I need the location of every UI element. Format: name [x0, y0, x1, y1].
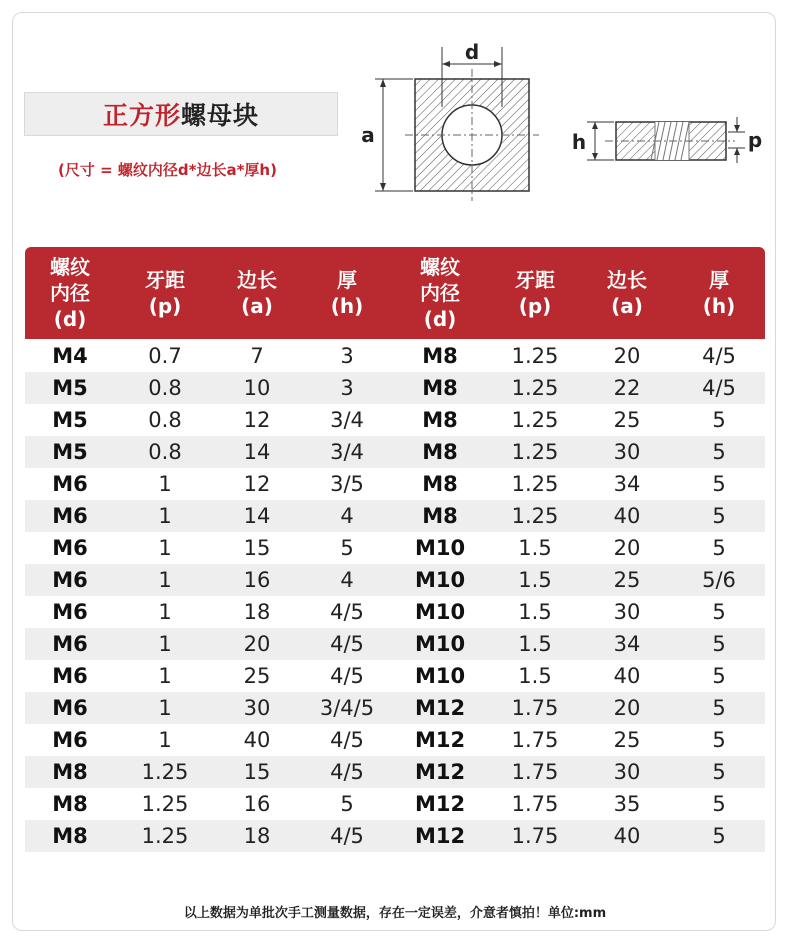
cell-thickness: 4/5: [702, 344, 736, 368]
table-row: [25, 628, 765, 660]
table-row: [25, 404, 765, 436]
cell-side-length: 30: [613, 440, 641, 464]
cell-thickness: 5: [712, 760, 726, 784]
cell-thread-pitch: 0.7: [148, 344, 182, 368]
cell-side-length: 15: [243, 536, 271, 560]
cell-side-length: 40: [613, 664, 641, 688]
cell-thickness: 4: [340, 504, 354, 528]
cell-thread-pitch: 1: [158, 600, 172, 624]
cell-thread-pitch: 1.25: [511, 408, 559, 432]
cell-thread-pitch: 1.5: [518, 536, 552, 560]
header-line: (d): [423, 307, 457, 331]
table-row: [25, 468, 765, 500]
cell-thickness: 5: [712, 504, 726, 528]
cell-side-length: 25: [613, 568, 641, 592]
cell-side-length: 34: [613, 472, 641, 496]
cell-thread-pitch: 1.25: [141, 824, 189, 848]
header-line: 边长: [607, 268, 647, 292]
cell-thread-pitch: 1.25: [511, 440, 559, 464]
table-row: [25, 500, 765, 532]
cell-thread-diameter: M8: [52, 824, 88, 848]
cell-thread-diameter: M8: [422, 344, 458, 368]
cell-thickness: 5/6: [702, 568, 736, 592]
header-line: 螺纹: [50, 255, 90, 279]
cell-thread-diameter: M6: [52, 472, 88, 496]
cell-thickness: 5: [712, 696, 726, 720]
square-nut-diagram: [355, 35, 775, 205]
label-h: h: [571, 130, 587, 154]
cell-side-length: 40: [243, 728, 271, 752]
cell-thickness: 5: [712, 408, 726, 432]
cell-side-length: 16: [243, 792, 271, 816]
cell-thickness: 4/5: [702, 376, 736, 400]
cell-side-length: 18: [243, 824, 271, 848]
cell-side-length: 16: [243, 568, 271, 592]
cell-thread-pitch: 1: [158, 632, 172, 656]
cell-thickness: 4/5: [330, 824, 364, 848]
cell-thread-diameter: M8: [422, 440, 458, 464]
cell-thread-diameter: M8: [422, 376, 458, 400]
cell-side-length: 25: [613, 408, 641, 432]
cell-thread-pitch: 1.5: [518, 600, 552, 624]
cell-thickness: 3/4: [330, 440, 364, 464]
cell-thread-diameter: M5: [52, 376, 88, 400]
cell-thread-diameter: M6: [52, 536, 88, 560]
cell-side-length: 30: [243, 696, 271, 720]
cell-thread-diameter: M10: [414, 664, 466, 688]
cell-side-length: 18: [243, 600, 271, 624]
cell-thickness: 3: [340, 376, 354, 400]
title-black-text: 螺母块: [181, 101, 260, 130]
cell-thread-pitch: 1: [158, 728, 172, 752]
cell-thread-pitch: 1: [158, 568, 172, 592]
cell-thickness: 5: [712, 536, 726, 560]
table-header: [25, 247, 765, 339]
cell-thickness: 3/4/5: [319, 696, 375, 720]
cell-thread-diameter: M8: [422, 504, 458, 528]
cell-side-length: 25: [613, 728, 641, 752]
cell-thread-pitch: 1.25: [511, 472, 559, 496]
cell-thickness: 4/5: [330, 664, 364, 688]
cell-thread-pitch: 1.75: [511, 760, 559, 784]
label-a: a: [361, 123, 375, 147]
header-side-length: [582, 247, 672, 339]
cell-side-length: 12: [243, 408, 271, 432]
cell-thread-diameter: M10: [414, 632, 466, 656]
header-line: (p): [148, 294, 182, 318]
cell-thickness: 4/5: [330, 728, 364, 752]
table-row: [25, 660, 765, 692]
cell-thread-diameter: M8: [52, 760, 88, 784]
cell-side-length: 15: [243, 760, 271, 784]
cell-thickness: 5: [712, 664, 726, 688]
cell-side-length: 20: [243, 632, 271, 656]
cell-thickness: 5: [712, 728, 726, 752]
cell-thread-pitch: 0.8: [148, 440, 182, 464]
table-row: [25, 692, 765, 724]
cell-thread-diameter: M12: [414, 760, 466, 784]
cell-thread-diameter: M10: [414, 568, 466, 592]
cell-side-length: 14: [243, 504, 271, 528]
header-line: 边长: [237, 268, 277, 292]
table-row: [25, 756, 765, 788]
cell-thread-diameter: M6: [52, 696, 88, 720]
cell-thread-pitch: 1: [158, 536, 172, 560]
header-line: 牙距: [515, 268, 555, 292]
cell-thread-pitch: 1.5: [518, 664, 552, 688]
cell-thread-pitch: 1.75: [511, 824, 559, 848]
cell-thread-diameter: M12: [414, 792, 466, 816]
cell-side-length: 30: [613, 760, 641, 784]
cell-thread-diameter: M6: [52, 632, 88, 656]
cell-thread-diameter: M8: [422, 408, 458, 432]
cell-thread-diameter: M12: [414, 824, 466, 848]
cell-side-length: 35: [613, 792, 641, 816]
cell-thickness: 4/5: [330, 632, 364, 656]
cell-thickness: 3/4: [330, 408, 364, 432]
cell-thread-diameter: M6: [52, 568, 88, 592]
cell-thread-pitch: 1.5: [518, 568, 552, 592]
header-side-length: [212, 247, 302, 339]
table-row: [25, 820, 765, 852]
header-line: 厚: [337, 268, 357, 292]
cell-thickness: 3: [340, 344, 354, 368]
table-row: [25, 372, 765, 404]
cell-thread-pitch: 0.8: [148, 376, 182, 400]
cell-thickness: 5: [712, 440, 726, 464]
cell-side-length: 14: [243, 440, 271, 464]
table-row: [25, 596, 765, 628]
header-thread-diameter: [395, 247, 485, 339]
header-line: (h): [330, 294, 364, 318]
cell-thickness: 4/5: [330, 600, 364, 624]
cell-thread-pitch: 1.75: [511, 696, 559, 720]
cell-thread-pitch: 1: [158, 472, 172, 496]
header-thread-pitch: [490, 247, 580, 339]
cell-side-length: 25: [243, 664, 271, 688]
header-line: (a): [241, 294, 273, 318]
cell-side-length: 22: [613, 376, 641, 400]
cell-thickness: 5: [712, 824, 726, 848]
cell-side-length: 30: [613, 600, 641, 624]
cell-thread-pitch: 1: [158, 664, 172, 688]
label-p: p: [747, 128, 763, 152]
cell-thickness: 5: [340, 536, 354, 560]
cell-side-length: 20: [613, 696, 641, 720]
cell-thread-pitch: 1.25: [511, 376, 559, 400]
header-thickness: [673, 247, 765, 339]
cell-thread-pitch: 1.25: [141, 760, 189, 784]
cell-thread-pitch: 1.25: [511, 344, 559, 368]
cell-thread-pitch: 1.75: [511, 792, 559, 816]
cell-side-length: 40: [613, 824, 641, 848]
cell-thread-diameter: M4: [52, 344, 88, 368]
header-thickness: [302, 247, 392, 339]
cell-thread-pitch: 0.8: [148, 408, 182, 432]
cell-thread-pitch: 1.75: [511, 728, 559, 752]
cell-thread-diameter: M8: [422, 472, 458, 496]
cell-thread-pitch: 1.25: [141, 792, 189, 816]
table-row: [25, 564, 765, 596]
title-red-text: 正方形: [102, 101, 181, 130]
cell-thickness: 5: [712, 792, 726, 816]
dimension-note: (尺寸 = 螺纹内径d*边长a*厚h): [58, 161, 277, 179]
table-row: [25, 340, 765, 372]
cell-thread-pitch: 1: [158, 696, 172, 720]
cell-thread-diameter: M8: [52, 792, 88, 816]
page-title: [24, 92, 338, 136]
cell-thickness: 5: [712, 600, 726, 624]
table-row: [25, 436, 765, 468]
cell-side-length: 20: [613, 536, 641, 560]
header-line: 螺纹: [420, 255, 460, 279]
table-row: [25, 788, 765, 820]
cell-side-length: 12: [243, 472, 271, 496]
header-line: (p): [518, 294, 552, 318]
footer-disclaimer: 以上数据为单批次手工测量数据，存在一定误差，介意者慎拍！单位:mm: [183, 906, 607, 921]
cell-thickness: 5: [712, 472, 726, 496]
header-line: 内径: [50, 281, 90, 305]
header-line: (h): [702, 294, 736, 318]
cell-thread-diameter: M10: [414, 600, 466, 624]
header-line: 内径: [420, 281, 460, 305]
cell-thread-diameter: M6: [52, 600, 88, 624]
cell-side-length: 40: [613, 504, 641, 528]
header-thread-diameter: [25, 247, 115, 339]
cell-thread-diameter: M10: [414, 536, 466, 560]
cell-thread-diameter: M6: [52, 664, 88, 688]
cell-side-length: 20: [613, 344, 641, 368]
cell-side-length: 34: [613, 632, 641, 656]
cell-thickness: 4: [340, 568, 354, 592]
cell-thread-diameter: M12: [414, 728, 466, 752]
cell-thread-diameter: M5: [52, 408, 88, 432]
cell-thread-diameter: M6: [52, 728, 88, 752]
cell-thread-diameter: M6: [52, 504, 88, 528]
label-d: d: [464, 40, 480, 64]
cell-thread-diameter: M12: [414, 696, 466, 720]
cell-thickness: 3/5: [330, 472, 364, 496]
cell-thickness: 4/5: [330, 760, 364, 784]
header-line: 牙距: [145, 268, 185, 292]
spec-table-body: [25, 340, 765, 852]
cell-thickness: 5: [712, 632, 726, 656]
cell-side-length: 7: [250, 344, 264, 368]
header-line: (d): [53, 307, 87, 331]
header-line: 厚: [709, 268, 729, 292]
header-line: (a): [611, 294, 643, 318]
cell-thread-diameter: M5: [52, 440, 88, 464]
table-row: [25, 532, 765, 564]
cell-thread-pitch: 1: [158, 504, 172, 528]
cell-side-length: 10: [243, 376, 271, 400]
cell-thickness: 5: [340, 792, 354, 816]
cell-thread-pitch: 1.5: [518, 632, 552, 656]
header-thread-pitch: [120, 247, 210, 339]
cell-thread-pitch: 1.25: [511, 504, 559, 528]
table-row: [25, 724, 765, 756]
